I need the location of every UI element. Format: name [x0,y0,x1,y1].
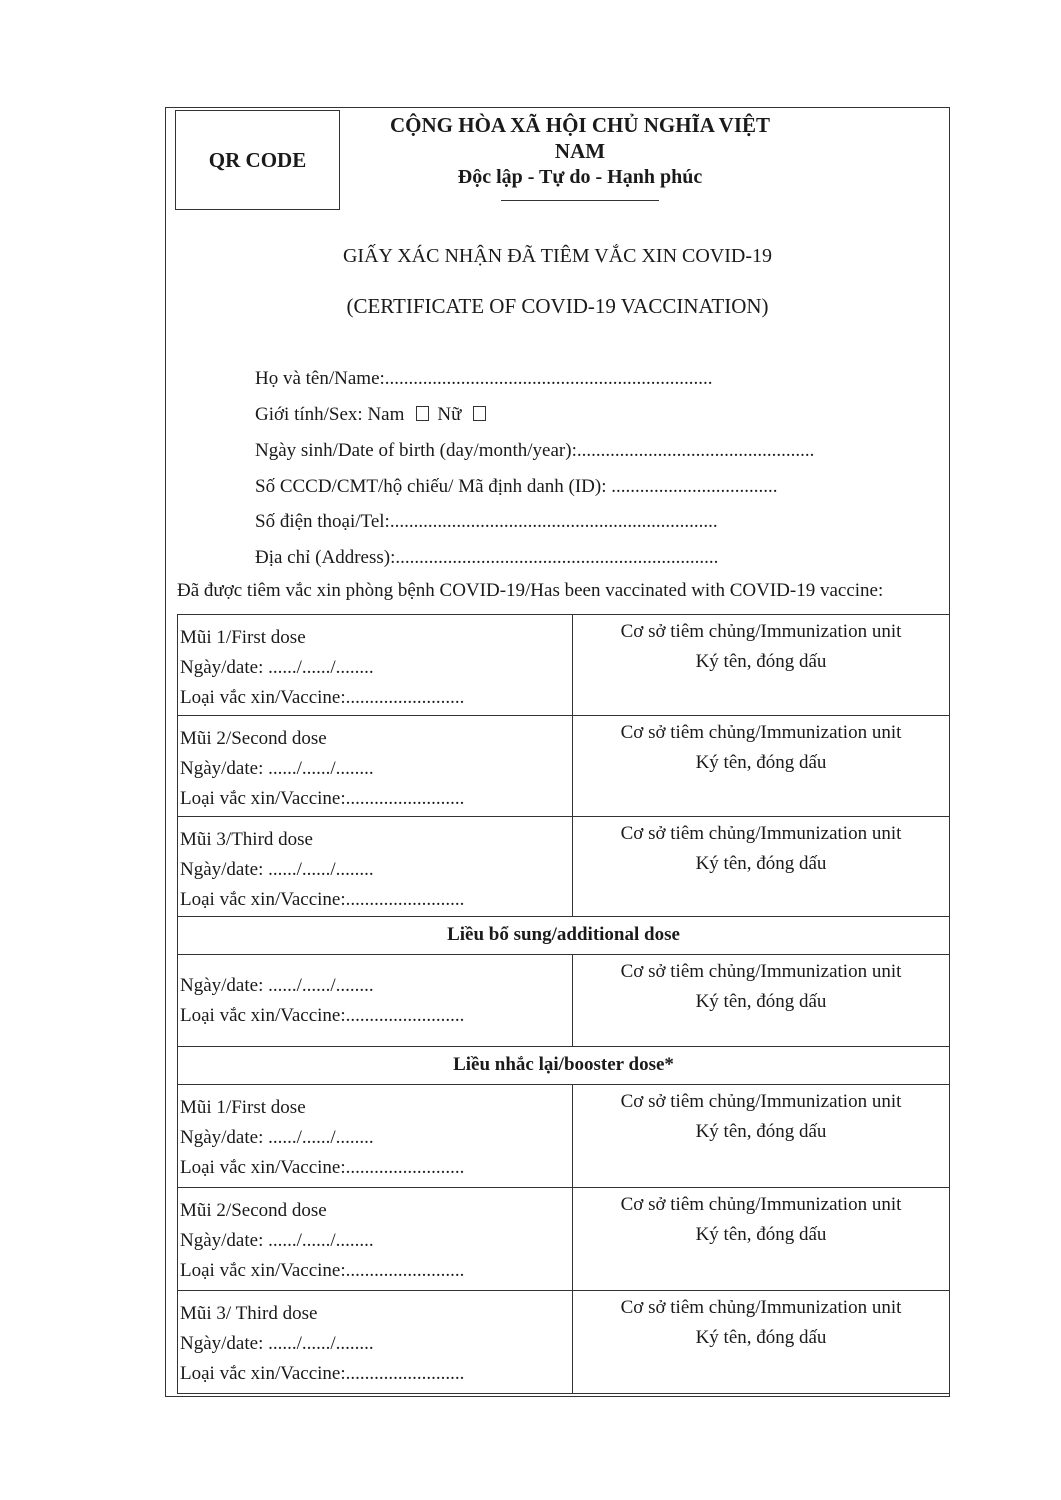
dose-date: Ngày/date: ....../....../........ [180,657,374,678]
dose-row [177,715,950,816]
immunization-unit-label: Cơ sở tiêm chủng/Immunization unit [620,961,902,982]
immunization-unit-label: Cơ sở tiêm chủng/Immunization unit [620,1194,902,1215]
signature-label: Ký tên, đóng dấu [695,1121,827,1142]
header-divider [501,200,659,201]
immunization-unit-label: Cơ sở tiêm chủng/Immunization unit [620,1297,902,1318]
immunization-unit-cell [573,955,949,1048]
dose-vaccine: Loại vắc xin/Vaccine:......................... [180,1005,465,1026]
country-name: CỘNG HÒA XÃ HỘI CHỦ NGHĨA VIỆT NAM [390,113,770,163]
immunization-unit-cell [573,1085,949,1189]
national-motto: Độc lập - Tự do - Hạnh phúc [457,166,703,188]
additional-dose-row [177,954,950,1046]
dose-date: Ngày/date: ....../....../........ [180,859,374,880]
dose-vaccine: Loại vắc xin/Vaccine:......................... [180,788,465,809]
immunization-unit-cell [573,817,949,918]
dose-label: Mũi 1/First dose [180,627,306,648]
signature-label: Ký tên, đóng dấu [695,991,827,1012]
dose-row [177,816,950,916]
id-field: Số CCCD/CMT/hộ chiếu/ Mã định danh (ID): ................................... [255,476,778,497]
table-bottom-border [177,1393,950,1394]
dose-info-cell [178,1188,573,1290]
dose-table [177,614,950,1394]
dose-date: Ngày/date: ....../....../........ [180,1333,374,1354]
dose-label: Mũi 3/Third dose [180,829,313,850]
dose-label: Mũi 2/Second dose [180,1200,327,1221]
immunization-unit-cell [573,716,949,818]
signature-label: Ký tên, đóng dấu [695,853,827,874]
dob-field: Ngày sinh/Date of birth (day/month/year):.................................................. [255,440,815,461]
dose-info-cell [178,1291,573,1393]
qr-code-label: QR CODE [208,147,307,172]
dose-vaccine: Loại vắc xin/Vaccine:......................... [180,889,465,910]
booster-dose-header: Liều nhắc lại/booster dose* [177,1046,950,1084]
immunization-unit-cell [573,1291,949,1395]
immunization-unit-label: Cơ sở tiêm chủng/Immunization unit [620,823,902,844]
immunization-unit-label: Cơ sở tiêm chủng/Immunization unit [620,1091,902,1112]
immunization-unit-cell [573,1188,949,1292]
dose-vaccine: Loại vắc xin/Vaccine:......................... [180,1363,465,1384]
document-title-en: (CERTIFICATE OF COVID-19 VACCINATION) [346,294,769,318]
name-field: Họ và tên/Name:..................................................................... [255,368,713,389]
booster-dose-row [177,1187,950,1290]
immunization-unit-label: Cơ sở tiêm chủng/Immunization unit [620,722,902,743]
dose-date: Ngày/date: ....../....../........ [180,1127,374,1148]
female-checkbox [473,406,486,421]
signature-label: Ký tên, đóng dấu [695,752,827,773]
male-checkbox [416,406,429,421]
dose-date: Ngày/date: ....../....../........ [180,975,374,996]
female-label: Nữ [437,404,462,425]
dose-info-cell [178,716,573,816]
dose-vaccine: Loại vắc xin/Vaccine:......................... [180,1260,465,1281]
booster-dose-row [177,1084,950,1187]
booster-dose-row [177,1290,950,1393]
dose-vaccine: Loại vắc xin/Vaccine:......................... [180,1157,465,1178]
dose-vaccine: Loại vắc xin/Vaccine:......................... [180,687,465,708]
dose-label: Mũi 2/Second dose [180,728,327,749]
sex-field [255,404,494,426]
dose-row [177,614,950,715]
dose-label: Mũi 1/First dose [180,1097,306,1118]
dose-date: Ngày/date: ....../....../........ [180,1230,374,1251]
immunization-unit-cell [573,615,949,717]
dose-label: Mũi 3/ Third dose [180,1303,318,1324]
dose-info-cell [178,615,573,715]
document-title-vi: GIẤY XÁC NHẬN ĐÃ TIÊM VẮC XIN COVID-19 [342,245,773,267]
national-header [380,112,780,201]
dose-info-cell [178,817,573,916]
address-field: Địa chỉ (Address):.................................................................... [255,547,719,568]
signature-label: Ký tên, đóng dấu [695,651,827,672]
dose-info-cell [178,955,573,1046]
dose-info-cell [178,1085,573,1187]
signature-label: Ký tên, đóng dấu [695,1327,827,1348]
qr-code-box [175,110,340,210]
dose-date: Ngày/date: ....../....../........ [180,758,374,779]
tel-field: Số điện thoại/Tel:..................................................................... [255,511,718,532]
sex-label: Giới tính/Sex: Nam [255,404,405,425]
additional-dose-header: Liều bổ sung/additional dose [177,916,950,954]
immunization-unit-label: Cơ sở tiêm chủng/Immunization unit [620,621,902,642]
vaccination-intro: Đã được tiêm vắc xin phòng bệnh COVID-19/Has been vaccinated with COVID-19 vaccine: [177,580,884,601]
signature-label: Ký tên, đóng dấu [695,1224,827,1245]
